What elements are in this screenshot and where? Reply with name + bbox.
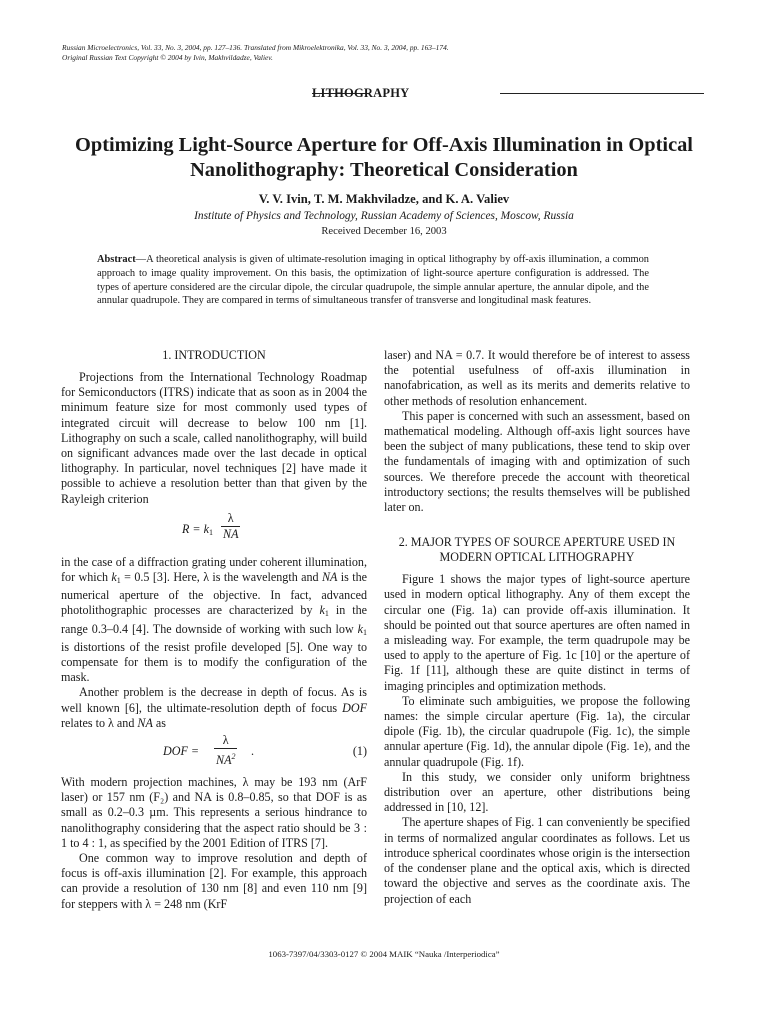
p2-text-b: = 0.5 [3]. Here, λ is the wavelength and <box>120 570 322 585</box>
right-paragraph-1: laser) and NA = 0.7. It would therefore be of interest to assess the potential usefulness of off-axis illumination in nanofabrication, as well as its merits and demerits relative to other methods of resolution enhancement. <box>384 348 690 408</box>
authors: V. V. Ivin, T. M. Makhviladze, and K. A. Valiev <box>258 192 510 206</box>
rule-right <box>500 93 704 95</box>
p2-k-sub-3: 1 <box>363 627 367 637</box>
eq2-sup: 2 <box>231 752 236 762</box>
p2-k-sub: 1 <box>116 576 121 586</box>
right-paragraph-5: In this study, we consider only uniform brightness distribution over an aperture, other distributions being addressed in [10, 12]. <box>384 769 690 815</box>
p2-text-d: is the numerical aperture of the objective. In fact, advanced photolithographic processes are characterized by <box>61 570 367 618</box>
section-label: LITHOGRAPHY <box>312 86 410 100</box>
paper-title: Optimizing Light-Source Aperture for Off-Axis Illumination in Optical Nanolithography: Theoretical Consideration <box>75 134 693 181</box>
right-paragraph-6: The aperture shapes of Fig. 1 can conveniently be specified in terms of normalized angular coordinates as follows. Let us introduce spherical coordinates whose origin is the intersection of the condenser plane and the optical axis, which is directed toward the objective and serves as the coordinate axis. The projection of each <box>384 815 690 906</box>
section-heading-2: 2. MAJOR TYPES OF SOURCE APERTURE USED IN MODERN OPTICAL LITHOGRAPHY <box>398 535 676 565</box>
eq2-number: (1) <box>352 744 367 759</box>
journal-header <box>62 43 722 62</box>
p2-k-2: k <box>319 603 325 618</box>
eq1-sub: 1 <box>208 527 213 537</box>
right-paragraph-2: This paper is concerned with such an assessment, based on mathematical modeling. Although off-axis light sources have been the subject of many publications, these tend to skip over the fundamentals of imaging with and optimization of such sources. We therefore precede the account with theoretical introductory sections; the results themselves will be published later on. <box>384 408 690 515</box>
intro-paragraph-5: One common way to improve resolution and depth of focus is off-axis illumination [2]. For example, this approach can provide a resolution of 130 nm [8] and even 110 nm [9] for steppers with λ = 248 nm (KrF <box>61 851 367 911</box>
abstract <box>97 253 649 308</box>
right-column <box>384 348 690 907</box>
eq2-lhs: DOF = <box>163 744 200 759</box>
eq1-numerator: λ <box>227 510 234 525</box>
header-line-1: Russian Microelectronics, Vol. 33, No. 3, 2004, pp. 127–136. Translated from Mikroelektronika, Vol. 33, No. 3, 2004, pp. 163–174. <box>62 43 449 52</box>
p3-text-a: Another problem is the decrease in depth of focus. As is well known [6], the ultimate-resolution depth of focus <box>61 685 367 715</box>
intro-paragraph-2 <box>61 555 367 686</box>
abstract-text: —A theoretical analysis is given of ultimate-resolution imaging in optical lithography by off-axis illumination, a common approach to image quality improvement. On this basis, the optimization of light-source aperture configuration is addressed. The types of aperture considered are the circular dipole, the circular quadrupole, the simple annular aperture, the annular dipole, and the annular quadrupole. They are compared in terms of simultaneous transfer of transverse and longitudinal mask features. <box>97 254 649 307</box>
eq2-denominator: NA <box>216 753 232 768</box>
p2-k-3: k <box>357 621 363 636</box>
received-date: Received December 16, 2003 <box>321 226 447 237</box>
right-paragraph-3: Figure 1 shows the major types of light-source aperture used in modern optical lithography. Any of them except the circular one (Fig. 1a) can provide off-axis illumination. It should be pointed out that source apertures are often named in a misleading way. For example, the term quadrupole may be used to apply to the aperture of Fig. 1c [10] or the aperture of Fig. 1f [11], although these are quite distinct in terms of imaging principles and optimization methods. <box>384 572 690 693</box>
right-paragraph-4: To eliminate such ambiguities, we propose the following names: the simple circular aperture (Fig. 1a), the circular dipole (Fig. 1b), the circular quadrupole (Fig. 1c), the simple annular aperture (Fig. 1d), the annular dipole (Fig. 1e), and the annular quadrupole (Fig. 1f). <box>384 693 690 769</box>
p2-na: NA <box>321 570 338 585</box>
p3-text-e: as <box>152 715 166 730</box>
intro-paragraph-4: With modern projection machines, λ may be 193 nm (ArF laser) or 157 nm (F₂) and NA is 0.8–0.85, so that DOF is as small as 0.2–0.3 µm. This represents a serious hindrance to nanolithography considering that the aspect ratio should be 3 : 1 to 4 : 1, as specified by the 2001 Edition of ITRS [7]. <box>61 775 367 850</box>
abstract-label: Abstract <box>97 254 136 265</box>
affiliation: Institute of Physics and Technology, Russian Academy of Sciences, Moscow, Russia <box>194 210 574 222</box>
p3-dof: DOF <box>342 700 367 715</box>
p2-text-f: is distortions of the resist profile developed [5]. One way to compensate for them is to modify the configuration of the mask. <box>61 639 367 685</box>
eq2-period: . <box>251 744 255 759</box>
p2-k-sub-2: 1 <box>324 609 329 619</box>
p2-text-a: in the case of a diffraction grating under coherent illumination, for which <box>61 554 367 585</box>
section-heading-introduction: 1. INTRODUCTION <box>162 348 266 362</box>
p3-text-c: relates to λ and <box>61 715 138 730</box>
copyright-footer: 1063-7397/04/3303-0127 © 2004 MAIK “Nauka /Interperiodica” <box>268 949 500 959</box>
left-column <box>61 348 367 912</box>
eq1-denominator: NA <box>223 527 239 542</box>
equation-dof <box>61 731 367 775</box>
equation-rayleigh <box>61 507 367 555</box>
p3-na: NA <box>137 715 153 730</box>
eq2-numerator: λ <box>222 733 229 748</box>
eq1-lhs: R = k <box>182 521 209 536</box>
intro-paragraph-3 <box>61 685 367 731</box>
p2-text-e: in the range 0.3–0.4 [4]. The downside of working with such low <box>61 603 368 636</box>
p2-k: k <box>111 570 117 585</box>
header-line-2: Original Russian Text Copyright © 2004 by Ivin, Makhvildadze, Valiev. <box>62 52 273 62</box>
intro-paragraph-1: Projections from the International Technology Roadmap for Semiconductors (ITRS) indicate that as soon as in 2004 the minimum feature size for most commonly used types of integrated circuit will decrease to below 100 nm [1]. Lithography on such a scale, called nanolithography, will build on significant advances made over the last decade in optical lithography. In particular, novel techniques [2] have made it possible to achieve a resolution better than that given by the Rayleigh criterion <box>61 370 367 506</box>
